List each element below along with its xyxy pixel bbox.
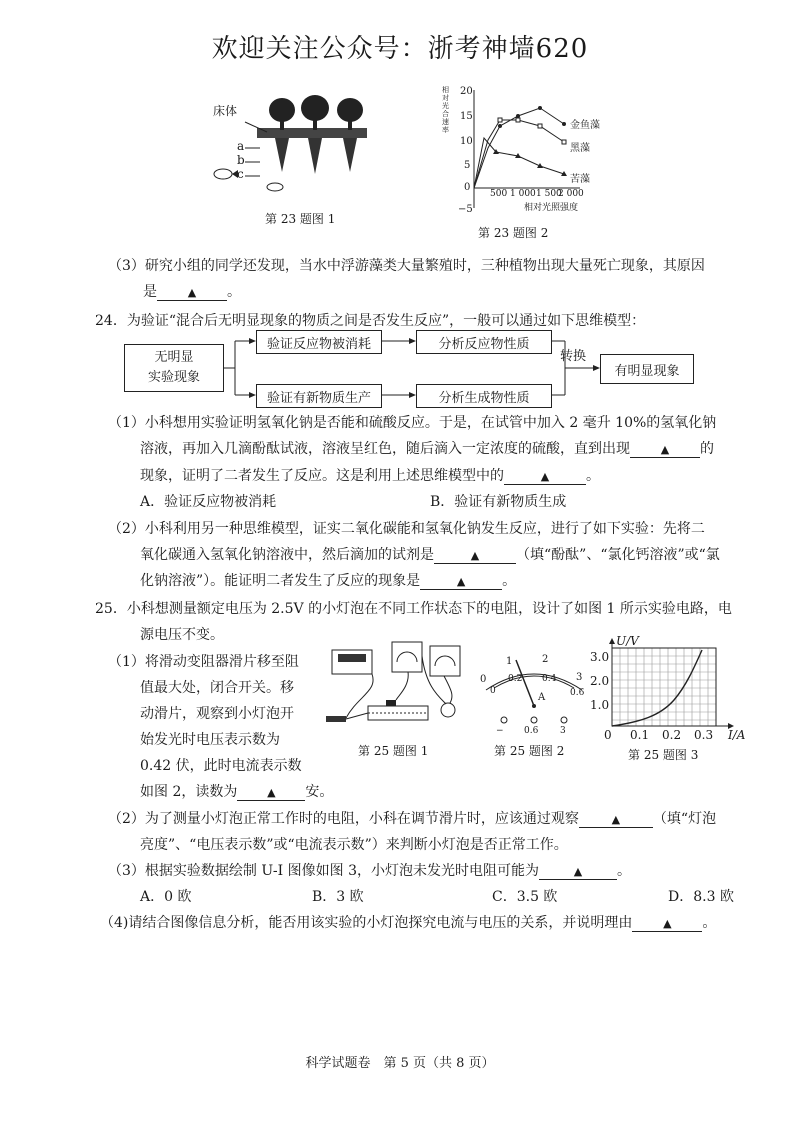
q25-1-line2: 值最大处，闭合开关。移 — [140, 680, 294, 696]
dial-bottom-3: 0.6 — [570, 688, 585, 698]
q25-1-line6: 如图 2，读数为 ▲ 安。 — [140, 784, 334, 800]
answer-blank[interactable]: ▲ — [237, 785, 305, 801]
fig3-ylabel: U/V — [616, 634, 639, 648]
fig23-2-caption: 第 23 题图 2 — [478, 226, 549, 240]
fig3-xlabel: I/A — [728, 728, 746, 742]
dial-top-0: 0 — [480, 674, 487, 685]
q25-3-option-c: C．3.5 欧 — [492, 889, 558, 905]
answer-blank[interactable]: ▲ — [539, 864, 617, 880]
xtick-1500: 1 500 — [536, 189, 562, 199]
xtick-500: 500 — [490, 189, 508, 199]
dial-bottom-0: 0 — [490, 686, 496, 696]
fig25-1-caption: 第 25 题图 1 — [358, 744, 429, 758]
fig3-xtick-01: 0.1 — [630, 728, 650, 742]
flow-arrow-label: 转换 — [560, 349, 587, 364]
flow-box-bottom1: 验证有新物质生产 — [256, 384, 382, 408]
flow-box-end: 有明显现象 — [600, 354, 694, 384]
ytick-10: 10 — [460, 136, 473, 147]
figure-23-2 — [440, 86, 620, 246]
dial-top-1: 1 — [506, 656, 513, 667]
q25-1-line5: 0.42 伏，此时电流表示数 — [140, 758, 302, 774]
dial-bottom-2: 0.4 — [542, 674, 557, 684]
q25-1-line3: 动滑片，观察到小灯泡开 — [140, 706, 294, 722]
dial-bottom-1: 0.2 — [508, 674, 523, 684]
q23-3-line1: （3）研究小组的同学还发现，当水中浮游藻类大量繁殖时，三种植物出现大量死亡现象，其原因 — [108, 258, 705, 274]
xtick-2000: 2 000 — [558, 189, 584, 199]
fig3-origin: 0 — [604, 728, 612, 742]
answer-blank[interactable]: ▲ — [504, 469, 586, 485]
terminal-3: 3 — [560, 726, 566, 736]
q25-3-option-d: D．8.3 欧 — [668, 889, 734, 905]
q24-1-option-a: A．验证反应物被消耗 — [140, 494, 277, 510]
label-bed: 床体 — [213, 104, 238, 118]
flow-box-top1: 验证反应物被消耗 — [256, 330, 382, 354]
fig3-xtick-02: 0.2 — [662, 728, 682, 742]
q24-2-line2: 氧化碳通入氢氧化钠溶液中，然后滴加的试剂是 ▲ （填“酚酞”、“氯化钙溶液”或“氯 — [140, 547, 720, 563]
figure-25-2 — [478, 650, 590, 766]
answer-blank[interactable]: ▲ — [632, 916, 702, 932]
fig25-2-caption: 第 25 题图 2 — [494, 744, 565, 758]
figure-23-1 — [205, 92, 405, 232]
q25-stem-line2: 源电压不变。 — [140, 627, 224, 643]
fig3-xtick-03: 0.3 — [694, 728, 714, 742]
circuit-illustration — [318, 636, 468, 744]
q25-3-line: （3）根据实验数据绘制 U-I 图像如图 3，小灯泡未发光时电阻可能为 ▲ 。 — [108, 863, 631, 879]
q24-2-line3: 化钠溶液”）。能证明二者发生了反应的现象是 ▲ 。 — [140, 573, 517, 589]
q25-2-line1: （2）为了测量小灯泡正常工作时的电阻，小科在调节滑片时，应该通过观察 ▲ （填“灯泡 — [108, 811, 717, 827]
label-c: c — [237, 167, 244, 181]
q25-3-option-b: B．3 欧 — [312, 889, 364, 905]
q25-2-line2: 亮度”、“电压表示数”或“电流表示数”）来判断小灯泡是否正常工作。 — [140, 837, 568, 853]
answer-blank[interactable]: ▲ — [434, 548, 516, 564]
q25-1-line4: 始发光时电压表示数为 — [140, 732, 280, 748]
q25-3-option-a: A．0 欧 — [140, 889, 192, 905]
q23-3-line2: 是 ▲ 。 — [143, 284, 241, 300]
fig25-3-caption: 第 25 题图 3 — [628, 748, 699, 762]
ytick-20: 20 — [460, 86, 473, 97]
q24-1-option-b: B．验证有新物质生成 — [430, 494, 567, 510]
ytick-neg5: −5 — [458, 204, 473, 215]
q24-1-line3: 现象，证明了二者发生了反应。这是利用上述思维模型中的 ▲ 。 — [140, 468, 600, 484]
flow-box-bottom2: 分析生成物性质 — [416, 384, 552, 408]
q25-1-line1: （1）将滑动变阻器滑片移至阻 — [108, 654, 299, 670]
q24-stem: 24．为验证“混合后无明显现象的物质之间是否发生反应”，一般可以通过如下思维模型： — [95, 313, 646, 329]
q25-4-line: （4)请结合图像信息分析，能否用该实验的小灯泡探究电流与电压的关系，并说明理由 ▲ 。 — [100, 915, 717, 931]
series-label-2: 黑藻 — [570, 143, 590, 154]
fig3-ytick-1: 1.0 — [590, 698, 610, 712]
ytick-15: 15 — [460, 111, 473, 122]
ytick-0: 0 — [464, 182, 471, 193]
flow-box-start: 无明显 实验现象 — [124, 344, 224, 392]
dial-top-3: 3 — [576, 672, 583, 683]
label-b: b — [237, 153, 245, 167]
q25-stem-line1: 25．小科想测量额定电压为 2.5V 的小灯泡在不同工作状态下的电阻，设计了如图 1 所示实验电路，电 — [95, 601, 732, 617]
q24-1-line2: 溶液，再加入几滴酚酞试液，溶液呈红色，随后滴入一定浓度的硫酸，直到出现 ▲ 的 — [140, 441, 714, 457]
thinking-model-flowchart — [120, 328, 700, 408]
fig3-ytick-3: 3.0 — [590, 650, 610, 664]
terminal-neg: − — [496, 726, 504, 736]
series-label-3: 苦藻 — [570, 174, 590, 185]
chart23-ylabel: 相对光合速率 — [442, 86, 449, 134]
xtick-1000: 1 000 — [510, 189, 536, 199]
page-footer: 科学试题卷 第 5 页（共 8 页） — [305, 1056, 495, 1071]
ytick-5: 5 — [464, 160, 471, 171]
dial-unit: A — [538, 692, 546, 703]
q24-1-line1: （1）小科想用实验证明氢氧化钠是否能和硫酸反应。于是，在试管中加入 2 毫升 10%的氢氧化钠 — [108, 415, 717, 431]
terminal-06: 0.6 — [524, 726, 539, 736]
flow-box-top2: 分析反应物性质 — [416, 330, 552, 354]
chart23-xlabel: 相对光照强度 — [524, 203, 579, 213]
figure-25-1 — [318, 636, 468, 766]
fig3-ytick-2: 2.0 — [590, 674, 610, 688]
series-label-1: 金鱼藻 — [570, 120, 600, 131]
fig23-1-caption: 第 23 题图 1 — [265, 212, 336, 226]
answer-blank[interactable]: ▲ — [157, 285, 227, 301]
q24-2-line1: （2）小科利用另一种思维模型，证实二氧化碳能和氢氧化钠发生反应，进行了如下实验：先将二 — [108, 521, 705, 537]
page-header: 欢迎关注公众号：浙考神墙620 — [211, 34, 589, 64]
dial-top-2: 2 — [542, 654, 549, 665]
answer-blank[interactable]: ▲ — [420, 574, 502, 590]
label-a: a — [237, 139, 245, 153]
answer-blank[interactable]: ▲ — [630, 442, 700, 458]
figure-25-3 — [590, 634, 750, 768]
answer-blank[interactable]: ▲ — [579, 812, 653, 828]
